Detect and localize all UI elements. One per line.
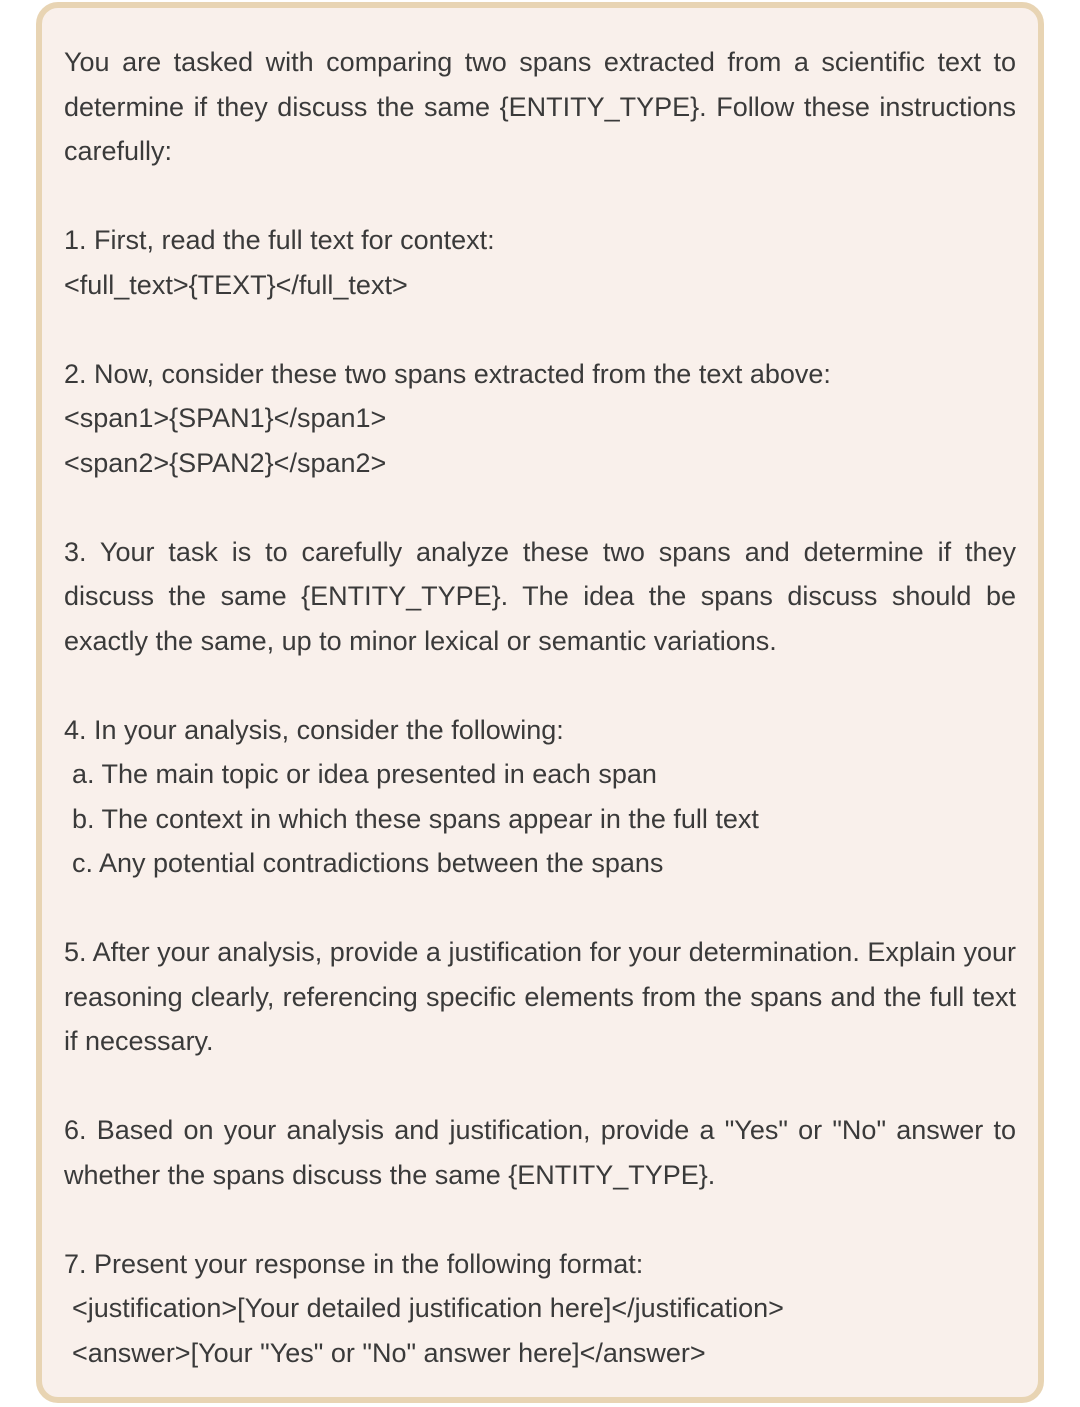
step-2-span2-template: <span2>{SPAN2}</span2>: [64, 447, 387, 478]
spacer: [64, 1064, 1016, 1109]
step-6-paragraph: 6. Based on your analysis and justification, provide a "Yes" or "No" answer to whether the spans discuss the same {ENTITY_TYPE}.: [64, 1115, 1016, 1190]
step-7-answer-template: <answer>[Your "Yes" or "No" answer here]</answer>: [72, 1337, 706, 1368]
step-7-instruction: 7. Present your response in the following format:: [64, 1248, 644, 1279]
step-2-span1-template: <span1>{SPAN1}</span1>: [64, 403, 387, 433]
step-4-item-c: c. Any potential contradictions between the spans: [72, 848, 664, 878]
step-4-item-b: b. The context in which these spans appear in the full text: [72, 803, 759, 834]
step-2-instruction: 2. Now, consider these two spans extracted from the text above:: [64, 358, 831, 389]
spacer: [64, 307, 1016, 352]
spacer: [64, 174, 1016, 219]
spacer: [64, 886, 1016, 931]
step-3-paragraph: 3. Your task is to carefully analyze these two spans and determine if they discuss the same {ENTITY_TYPE}. The idea the spans discuss should be exactly the same, up to minor lexical or semantic variations.: [64, 536, 1016, 656]
prompt-card: [36, 2, 1044, 1403]
spacer: [64, 1197, 1016, 1242]
step-1-template: <full_text>{TEXT}</full_text>: [64, 269, 408, 300]
step-4-instruction: 4. In your analysis, consider the following:: [64, 714, 564, 745]
spacer: [64, 485, 1016, 530]
step-1-instruction: 1. First, read the full text for context:: [64, 225, 495, 255]
intro-paragraph: You are tasked with comparing two spans extracted from a scientific text to determine if they discuss the same {ENTITY_TYPE}. Follow these instructions carefully:: [64, 47, 1016, 166]
spacer: [64, 663, 1016, 708]
step-5-paragraph: 5. After your analysis, provide a justification for your determination. Explain your reasoning clearly, referencing specific elements from the spans and the full text if necessary.: [64, 937, 1016, 1056]
step-7-justification-template: <justification>[Your detailed justification here]</justification>: [72, 1293, 784, 1323]
step-4-item-a: a. The main topic or idea presented in each span: [72, 759, 657, 789]
